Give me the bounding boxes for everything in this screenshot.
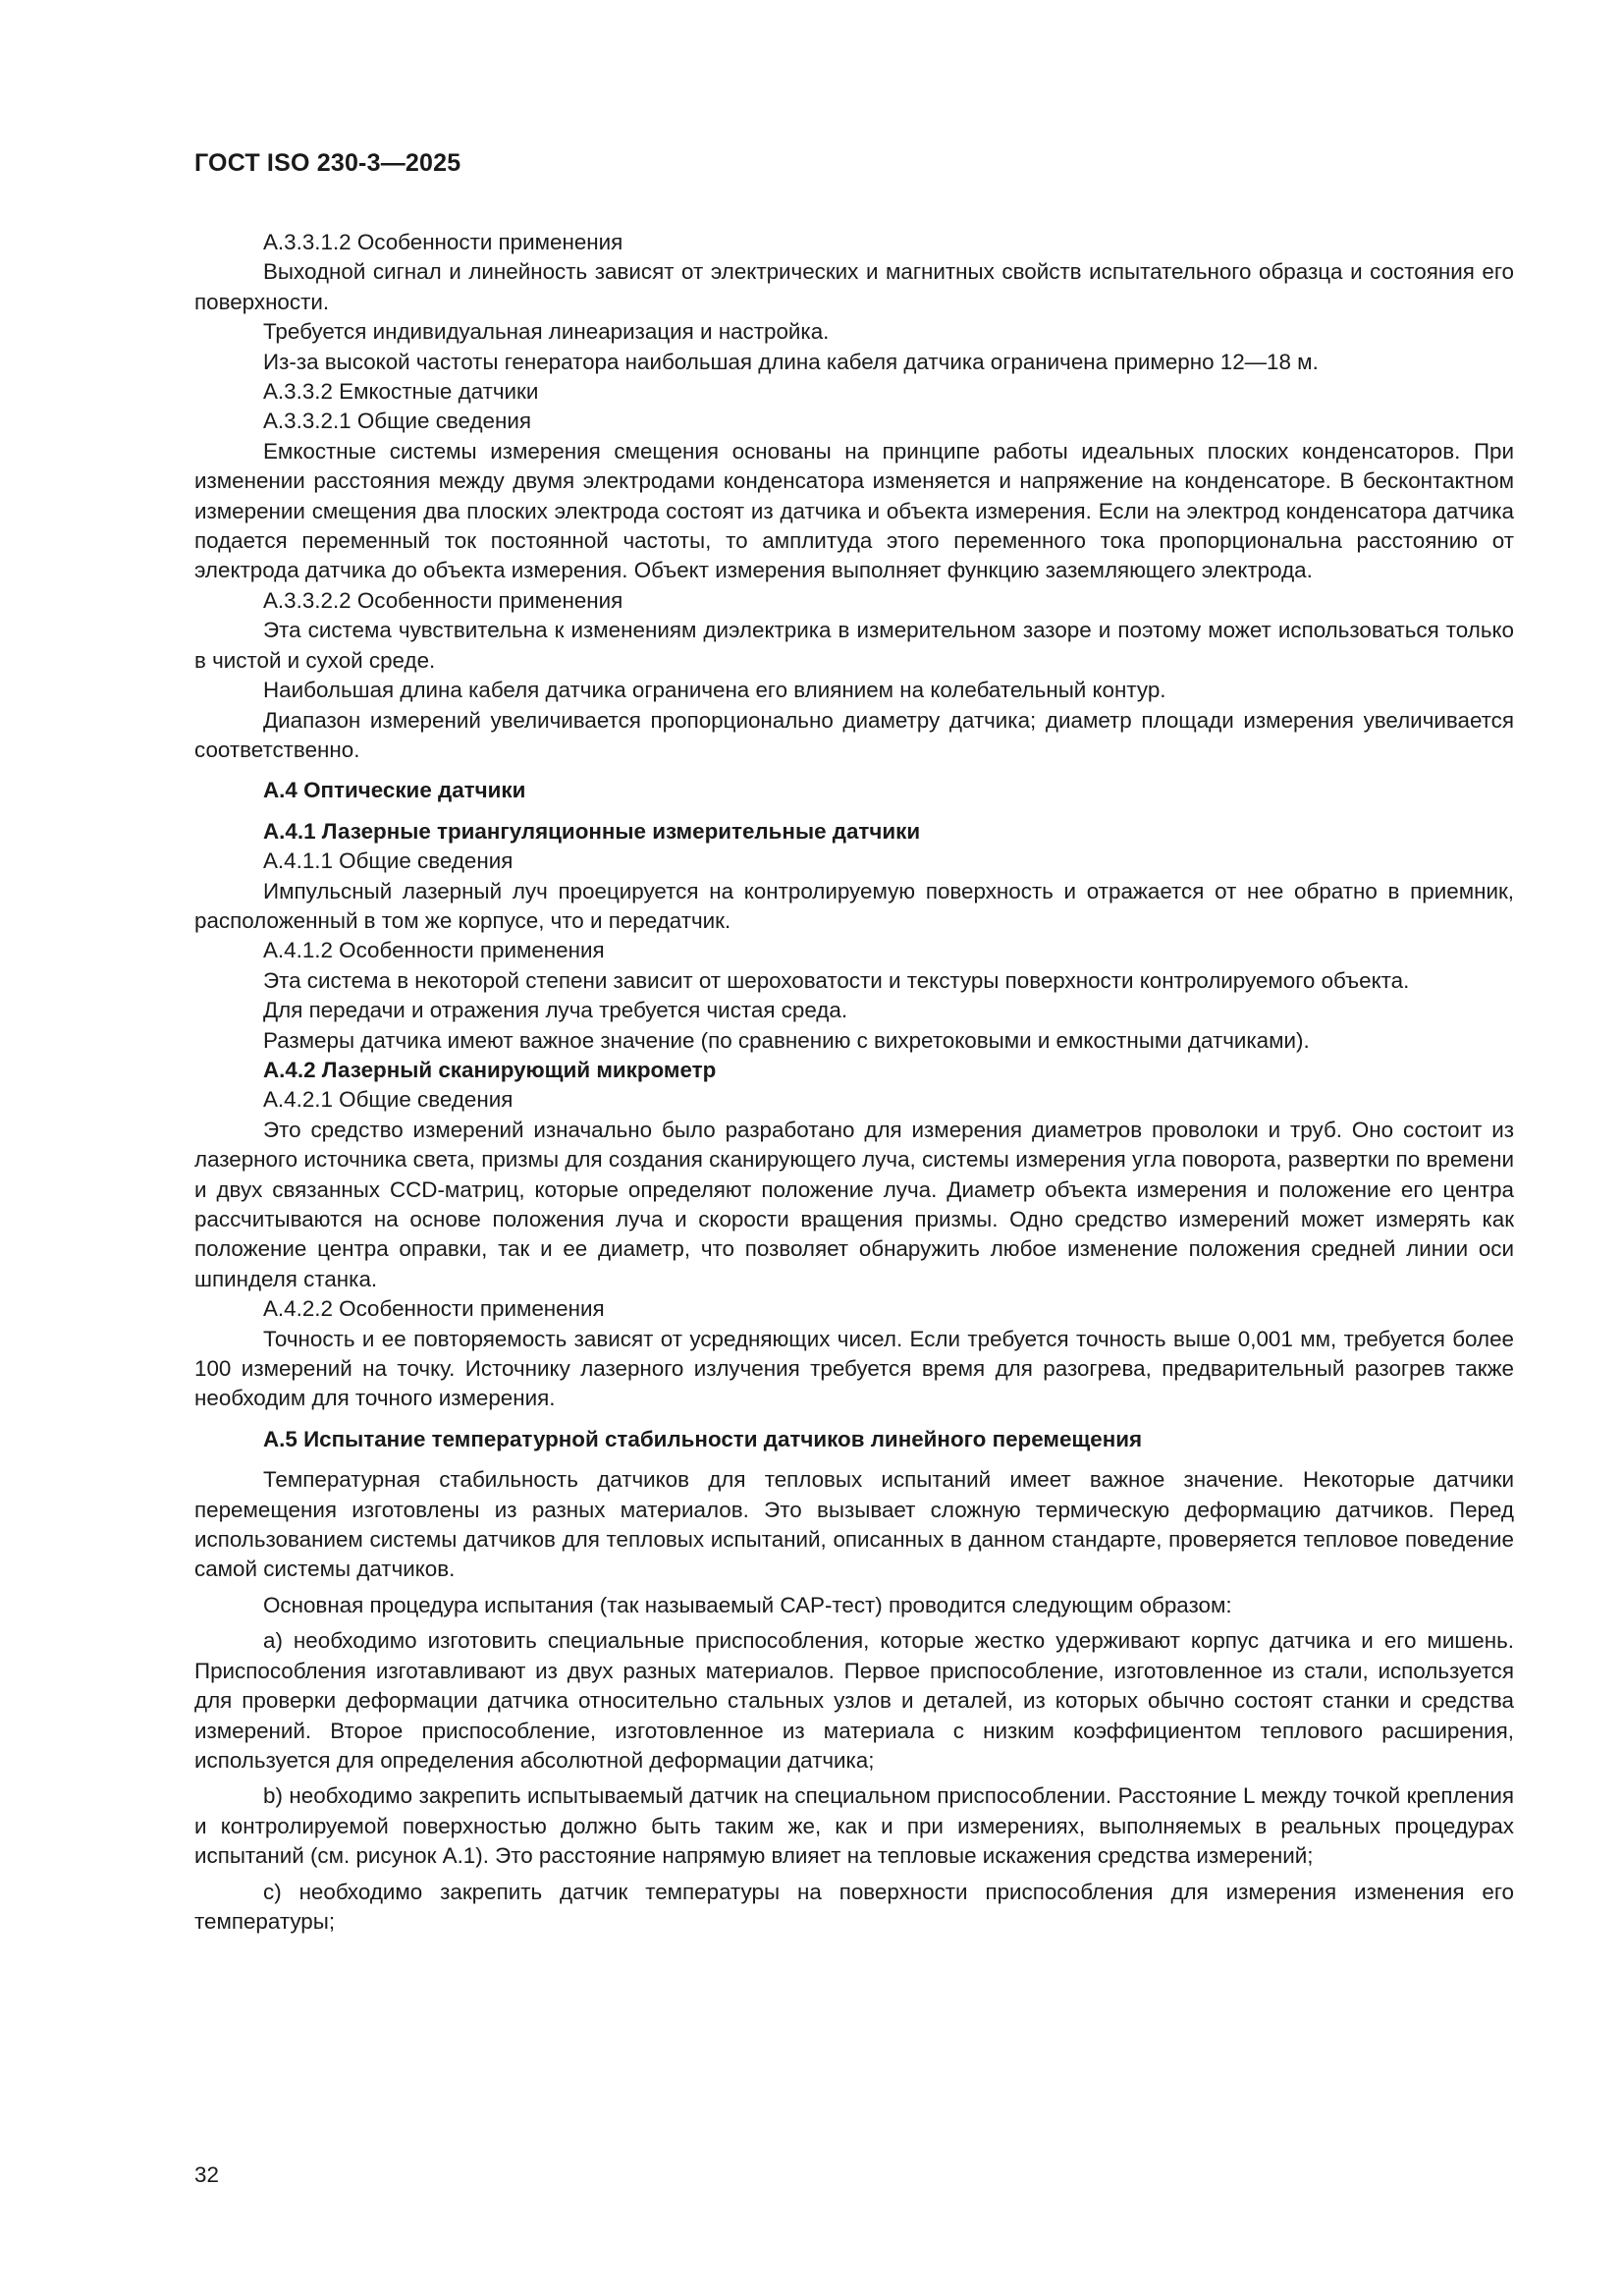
body-paragraph: Диапазон измерений увеличивается пропорционально диаметру датчика; диаметр площади измерения увеличивается соответственно. (194, 707, 1514, 762)
list-item: a) необходимо изготовить специальные приспособления, которые жестко удерживают корпус датчика и его мишень. Приспособления изготавливают из двух разных материалов. Первое приспособление, изготовленное из стали, используется для проверки деформации датчика относительно стальных узлов и деталей, из которых обычно состоят станки и средства измерений. Второе приспособление, изготовленное из материала с низким коэффициентом теплового расширения, используется для определения абсолютной деформации датчика; (194, 1628, 1514, 1773)
subclause-heading: А.4.2.2 Особенности применения (263, 1296, 605, 1322)
document-header: ГОСТ ISO 230-3—2025 (194, 149, 461, 177)
body-paragraph: Импульсный лазерный луч проецируется на контролируемую поверхность и отражается от нее обратно в приемник, расположенный в том же корпусе, что и передатчик. (194, 878, 1514, 933)
subclause-heading: А.3.3.2.1 Общие сведения (263, 409, 532, 434)
body-paragraph: Эта система чувствительна к изменениям диэлектрика в измерительном зазоре и поэтому может использоваться только в чистой и сухой среде. (194, 618, 1514, 673)
subclause-heading: А.3.3.2.2 Особенности применения (263, 587, 623, 613)
subclause-heading: А.3.3.1.2 Особенности применения (263, 230, 623, 254)
body-paragraph: Основная процедура испытания (так называемый САР-тест) проводится следующим образом: (263, 1592, 1232, 1617)
list-item: c) необходимо закрепить датчик температуры на поверхности приспособления для измерения изменения его температуры; (194, 1879, 1514, 1934)
subclause-heading: А.4.2.1 Общие сведения (263, 1087, 514, 1113)
body-paragraph: Требуется индивидуальная линеаризация и настройка. (263, 319, 830, 345)
subclause-heading: А.3.3.2 Емкостные датчики (263, 379, 539, 405)
body-paragraph: Емкостные системы измерения смещения основаны на принципе работы идеальных плоских конденсаторов. При изменении расстояния между двумя электродами конденсатора изменяется и напряжение на конденсаторе. В бесконтактном измерении смещения два плоских электрода состоят из датчика и объекта измерения. Если на электрод конденсатора датчика подается переменный ток постоянной частоты, то амплитуда этого переменного тока пропорциональна расстоянию от электрода датчика до объекта измерения. Объект измерения выполняет функцию заземляющего электрода. (194, 438, 1514, 583)
body-paragraph: Температурная стабильность датчиков для тепловых испытаний имеет важное значение. Некоторые датчики перемещения изготовлены из разных материалов. Это вызывает сложную термическую деформацию датчиков. Перед использованием системы датчиков для тепловых испытаний, описанных в данном стандарте, проверяется тепловое поведение самой системы датчиков. (194, 1467, 1514, 1582)
body-paragraph: Это средство измерений изначально было разработано для измерения диаметров проволоки и труб. Оно состоит из лазерного источника света, призмы для создания сканирующего луча, системы измерения угла поворота, развертки по времени и двух связанных CCD-матриц, которые определяют положение луча. Диаметр объекта измерения и положение его центра рассчитываются на основе положения луча и скорости вращения призмы. Одно средство измерений может измерять как положение центра оправки, так и ее диаметр, что позволяет обнаружить любое изменение положения средней линии оси шпинделя станка. (194, 1117, 1514, 1291)
section-heading: А.4.1 Лазерные триангуляционные измерительные датчики (263, 818, 921, 844)
body-paragraph: Выходной сигнал и линейность зависят от электрических и магнитных свойств испытательного образца и состояния его поверхности. (194, 259, 1514, 314)
body-paragraph: Точность и ее повторяемость зависят от усредняющих чисел. Если требуется точность выше 0,001 мм, требуется более 100 измерений на точку. Источнику лазерного излучения требуется время для разогрева, предварительный разогрев также необходим для точного измерения. (194, 1326, 1514, 1411)
body-paragraph: Для передачи и отражения луча требуется чистая среда. (263, 998, 848, 1023)
body-paragraph: Размеры датчика имеют важное значение (по сравнению с вихретоковыми и емкостными датчиками). (263, 1027, 1310, 1053)
page-number: 32 (194, 2162, 219, 2187)
document-body (194, 228, 1514, 1937)
section-heading: А.4 Оптические датчики (263, 778, 526, 803)
body-paragraph: Из-за высокой частоты генератора наибольшая длина кабеля датчика ограничена примерно 12—18 м. (263, 349, 1319, 374)
section-heading: А.4.2 Лазерный сканирующий микрометр (263, 1057, 717, 1082)
subclause-heading: А.4.1.1 Общие сведения (263, 848, 514, 874)
body-paragraph: Наибольшая длина кабеля датчика ограничена его влиянием на колебательный контур. (263, 678, 1166, 703)
section-heading: А.5 Испытание температурной стабильности датчиков линейного перемещения (263, 1426, 1143, 1451)
body-paragraph: Эта система в некоторой степени зависит от шероховатости и текстуры поверхности контролируемого объекта. (263, 967, 1410, 993)
list-item: b) необходимо закрепить испытываемый датчик на специальном приспособлении. Расстояние L между точкой крепления и контролируемой поверхностью должно быть таким же, как и при измерениях, выполняемых в реальных процедурах испытаний (см. рисунок А.1). Это расстояние напрямую влияет на тепловые искажения средства измерений; (194, 1783, 1514, 1869)
subclause-heading: А.4.1.2 Особенности применения (263, 938, 605, 963)
